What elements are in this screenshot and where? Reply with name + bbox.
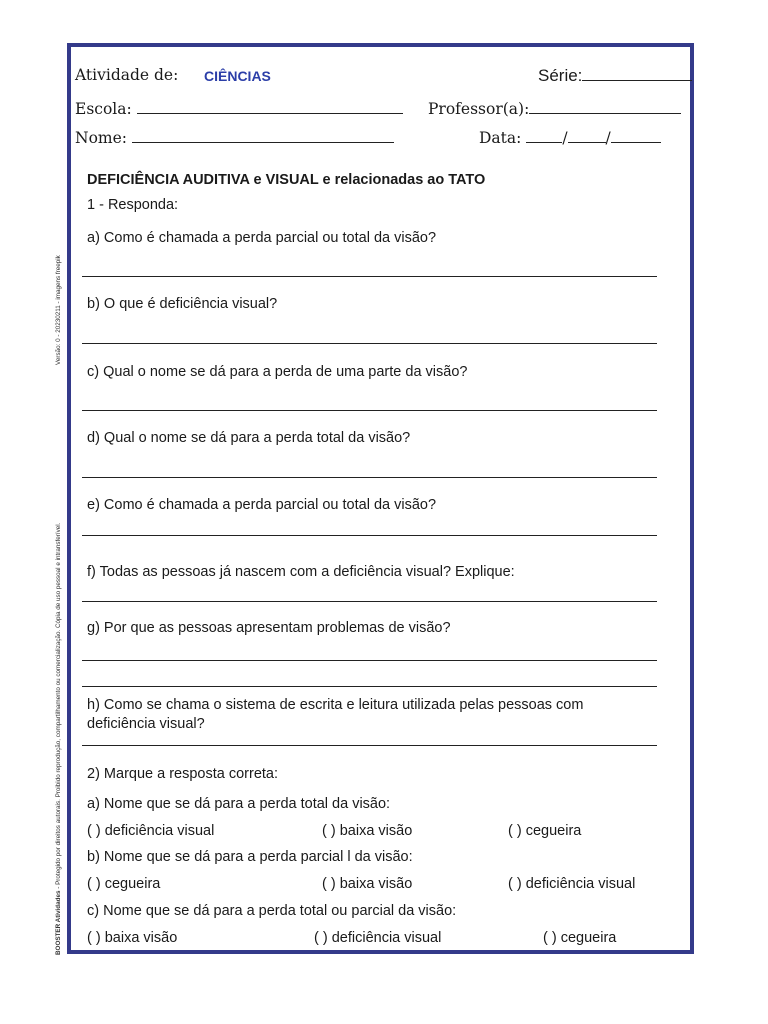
name-field[interactable] [75, 129, 394, 147]
copyright-text: - Protegido por direitos autorais. Proibido reprodução, compartilhamento ou comercialização. Cópia de uso pessoal e intransferível. [55, 522, 62, 891]
question-h-line1: h) Como se chama o sistema de escrita e leitura utilizada pelas pessoas com [87, 697, 584, 713]
teacher-label: Professor(a): [428, 100, 530, 118]
series-label: Série: [538, 66, 583, 85]
question-a: a) Como é chamada a perda parcial ou total da visão? [87, 230, 437, 246]
school-label: Escola: [75, 100, 132, 118]
date-field[interactable]: Data: / / [479, 129, 661, 147]
name-label: Nome: [75, 129, 127, 147]
question-f: f) Todas as pessoas já nascem com a deficiência visual? Explique: [87, 564, 515, 580]
mc-question-b: b) Nome que se dá para a perda parcial l da visão: [87, 849, 413, 865]
question-g: g) Por que as pessoas apresentam problemas de visão? [87, 620, 451, 636]
teacher-blank[interactable] [529, 100, 681, 114]
question-e: e) Como é chamada a perda parcial ou total da visão? [87, 497, 437, 513]
question-c: c) Qual o nome se dá para a perda de uma parte da visão? [87, 364, 468, 380]
mc-a-option-1[interactable]: ( ) deficiência visual [87, 823, 215, 839]
section1-label: 1 - Responda: [87, 197, 179, 213]
date-label: Data: [479, 129, 522, 147]
date-year-blank[interactable] [611, 129, 661, 143]
mc-c-option-1[interactable]: ( ) baixa visão [87, 930, 178, 946]
question-d: d) Qual o nome se dá para a perda total da visão? [87, 430, 411, 446]
mc-c-option-3[interactable]: ( ) cegueira [543, 930, 617, 946]
version-note: Versão: 0 - 20230211 - imagens freepik [55, 255, 62, 365]
worksheet-title: DEFICIÊNCIA AUDITIVA e VISUAL e relacionadas ao TATO [87, 172, 486, 188]
mc-b-option-2[interactable]: ( ) baixa visão [322, 876, 413, 892]
teacher-field[interactable] [428, 100, 681, 118]
school-blank[interactable] [137, 100, 403, 114]
mc-a-option-2[interactable]: ( ) baixa visão [322, 823, 413, 839]
school-field[interactable] [75, 100, 403, 118]
mc-c-option-2[interactable]: ( ) deficiência visual [314, 930, 442, 946]
mc-b-option-1[interactable]: ( ) cegueira [87, 876, 161, 892]
answer-line-c[interactable] [82, 410, 657, 411]
mc-question-a: a) Nome que se dá para a perda total da visão: [87, 796, 391, 812]
answer-line-g2[interactable] [82, 686, 657, 687]
question-b: b) O que é deficiência visual? [87, 296, 278, 312]
section2-label: 2) Marque a resposta correta: [87, 766, 279, 782]
brand-name: BOOSTER Atividades [55, 890, 62, 955]
subject-name: CIÊNCIAS [204, 68, 271, 84]
name-blank[interactable] [132, 129, 394, 143]
answer-line-d[interactable] [82, 477, 657, 478]
mc-b-option-3[interactable]: ( ) deficiência visual [508, 876, 636, 892]
answer-line-g1[interactable] [82, 660, 657, 661]
date-month-blank[interactable] [568, 129, 606, 143]
activity-label: Atividade de: [75, 66, 179, 84]
mc-a-option-3[interactable]: ( ) cegueira [508, 823, 582, 839]
question-h-line2: deficiência visual? [87, 716, 205, 732]
series-blank[interactable] [582, 67, 692, 81]
copyright-note [55, 523, 62, 955]
answer-line-a[interactable] [82, 276, 657, 277]
answer-line-f[interactable] [82, 601, 657, 602]
mc-question-c: c) Nome que se dá para a perda total ou parcial da visão: [87, 903, 457, 919]
date-day-blank[interactable] [526, 129, 562, 143]
answer-line-b[interactable] [82, 343, 657, 344]
answer-line-e[interactable] [82, 535, 657, 536]
answer-line-h[interactable] [82, 745, 657, 746]
series-field[interactable] [538, 66, 692, 86]
